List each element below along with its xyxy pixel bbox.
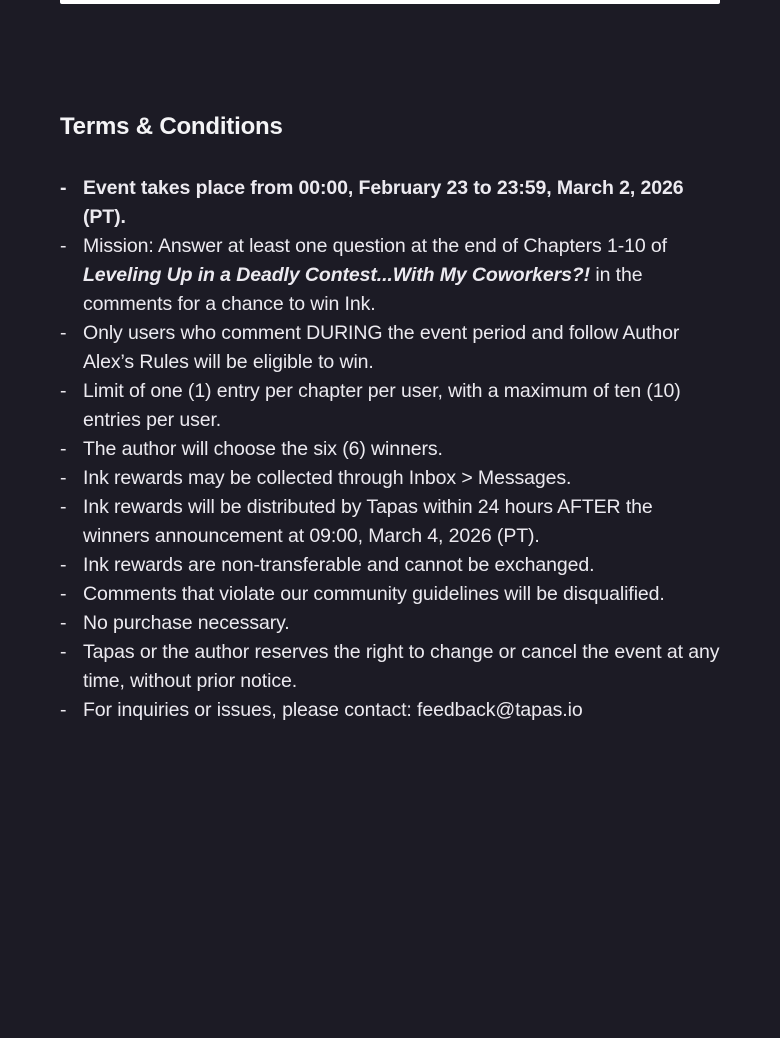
bullet-dash-icon: - (60, 554, 67, 576)
list-item (60, 377, 720, 435)
list-item (60, 580, 720, 609)
list-item (60, 232, 720, 319)
bullet-dash-icon: - (60, 699, 67, 721)
list-item-text: Limit of one (1) entry per chapter per user, with a maximum of ten (10) entries per user. (83, 380, 681, 431)
series-title-emphasis: Leveling Up in a Deadly Contest...With My Coworkers?! (83, 264, 591, 286)
bullet-dash-icon: - (60, 235, 67, 257)
terms-section (60, 112, 720, 725)
list-item-text: Ink rewards will be distributed by Tapas within 24 hours AFTER the winners announcement at 09:00, March 4, 2026 (PT). (83, 496, 653, 547)
list-item (60, 638, 720, 696)
list-item-text: For inquiries or issues, please contact: feedback@tapas.io (83, 699, 583, 721)
bullet-dash-icon: - (60, 583, 67, 605)
bullet-dash-icon: - (60, 438, 67, 460)
top-divider-bar (60, 0, 720, 4)
terms-list (60, 174, 720, 725)
list-item-text: Tapas or the author reserves the right to change or cancel the event at any time, without prior notice. (83, 641, 720, 692)
list-item-text: Event takes place from 00:00, February 23 to 23:59, March 2, 2026 (PT). (83, 177, 684, 228)
list-item-text: Ink rewards may be collected through Inbox > Messages. (83, 467, 572, 489)
list-item-text: No purchase necessary. (83, 612, 290, 634)
list-item (60, 609, 720, 638)
list-item (60, 319, 720, 377)
list-item-text: The author will choose the six (6) winners. (83, 438, 443, 460)
list-item (60, 551, 720, 580)
list-item-text: Ink rewards are non-transferable and cannot be exchanged. (83, 554, 595, 576)
bullet-dash-icon: - (60, 641, 67, 663)
list-item-text: Only users who comment DURING the event period and follow Author Alex’s Rules will be eligible to win. (83, 322, 680, 373)
list-item-text: Comments that violate our community guidelines will be disqualified. (83, 583, 665, 605)
list-item (60, 696, 720, 725)
list-item (60, 464, 720, 493)
bullet-dash-icon: - (60, 380, 67, 402)
list-item (60, 174, 720, 232)
list-item-text-after: in the comments for a chance to win Ink. (83, 264, 643, 315)
bullet-dash-icon: - (60, 612, 67, 634)
bullet-dash-icon: - (60, 496, 67, 518)
bullet-dash-icon: - (60, 467, 67, 489)
list-item-text (83, 235, 667, 315)
bullet-dash-icon: - (60, 322, 67, 344)
list-item-text-before: Mission: Answer at least one question at the end of Chapters 1-10 of (83, 235, 667, 257)
list-item (60, 435, 720, 464)
bullet-dash-icon: - (60, 177, 67, 199)
list-item (60, 493, 720, 551)
page-title: Terms & Conditions (60, 113, 283, 140)
